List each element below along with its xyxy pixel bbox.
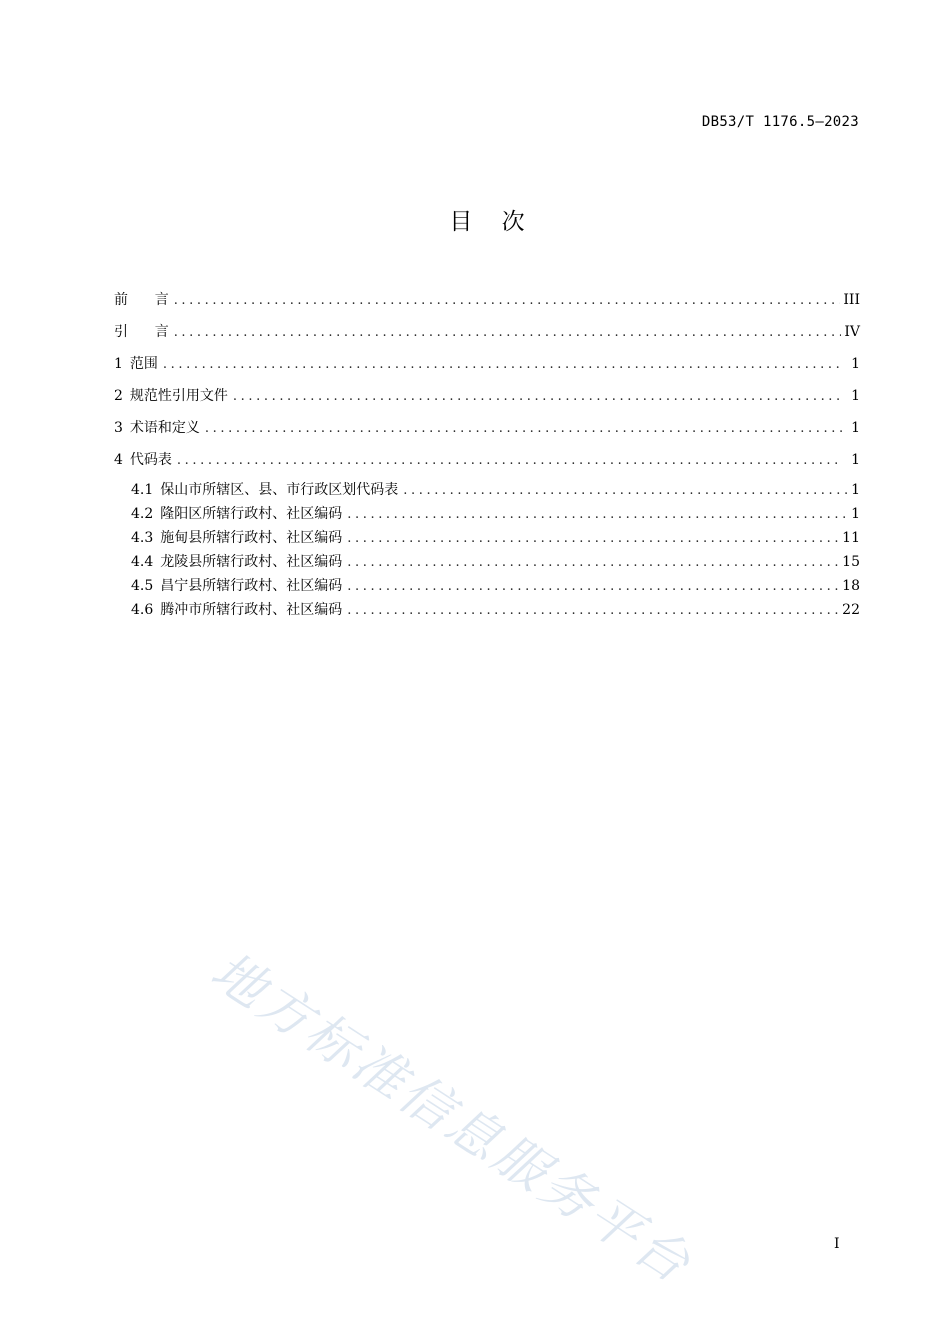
toc-entry-4-6[interactable] — [114, 598, 860, 622]
toc-entry-page: 11 — [842, 530, 860, 546]
toc-entry-number: 4.2 — [131, 506, 154, 522]
toc-entry-page: 1 — [851, 356, 860, 372]
toc-entry-number: 4.6 — [131, 602, 154, 618]
toc-entry-4-2[interactable] — [114, 502, 860, 526]
toc-entry-page: 18 — [842, 578, 860, 594]
toc-dot-leader — [174, 319, 842, 347]
toc-entry-label: 腾冲市所辖行政村、社区编码 — [160, 602, 343, 618]
page-number: I — [834, 1236, 840, 1252]
toc-entry-label: 范围 — [129, 356, 158, 372]
toc-dot-leader — [347, 527, 839, 551]
toc-entry-page: 1 — [851, 482, 860, 498]
toc-dot-leader — [233, 383, 843, 411]
toc-entry-label: 昌宁县所辖行政村、社区编码 — [160, 578, 343, 594]
toc-entry-label: 龙陵县所辖行政村、社区编码 — [160, 554, 343, 570]
toc-entry-number: 4.4 — [131, 554, 154, 570]
toc-entry-page: IV — [844, 324, 860, 340]
toc-entry-normative-references[interactable] — [114, 382, 860, 414]
toc-dot-leader — [403, 479, 848, 503]
toc-entry-label: 施甸县所辖行政村、社区编码 — [160, 530, 343, 546]
toc-entry-label: 引 言 — [114, 324, 169, 340]
toc-entry-page: III — [843, 292, 860, 308]
toc-entry-foreword[interactable] — [114, 286, 860, 318]
toc-entry-label: 前 言 — [114, 292, 169, 308]
toc-entry-number: 4 — [114, 452, 123, 468]
toc-entry-4-4[interactable] — [114, 550, 860, 574]
toc-entry-label: 保山市所辖区、县、市行政区划代码表 — [160, 482, 399, 498]
table-of-contents — [114, 286, 860, 622]
watermark: 地方标准信息服务平台 — [200, 940, 703, 1297]
toc-dot-leader — [205, 415, 843, 443]
toc-entry-terms-definitions[interactable] — [114, 414, 860, 446]
document-code: DB53/T 1176.5—2023 — [701, 114, 859, 130]
toc-entry-page: 15 — [842, 554, 860, 570]
toc-entry-label: 代码表 — [129, 452, 172, 468]
toc-entry-introduction[interactable] — [114, 318, 860, 350]
toc-entry-number: 2 — [114, 388, 123, 404]
toc-entry-page: 1 — [851, 506, 860, 522]
toc-entry-number: 4.5 — [131, 578, 154, 594]
toc-entry-4-5[interactable] — [114, 574, 860, 598]
toc-entry-label: 规范性引用文件 — [129, 388, 228, 404]
toc-entry-label: 隆阳区所辖行政村、社区编码 — [160, 506, 343, 522]
toc-entry-4-1[interactable] — [114, 478, 860, 502]
toc-dot-leader — [347, 551, 839, 575]
toc-dot-leader — [347, 575, 839, 599]
toc-dot-leader — [174, 287, 841, 315]
toc-entry-page: 1 — [851, 420, 860, 436]
toc-dot-leader — [163, 351, 843, 379]
toc-entry-page: 22 — [842, 602, 860, 618]
toc-entry-number: 3 — [114, 420, 123, 436]
toc-entry-scope[interactable] — [114, 350, 860, 382]
toc-dot-leader — [347, 503, 848, 527]
toc-entry-number: 4.1 — [131, 482, 154, 498]
page-title: 目 次 — [449, 209, 525, 235]
toc-dot-leader — [177, 447, 843, 475]
toc-entry-label: 术语和定义 — [129, 420, 200, 436]
toc-entry-page: 1 — [851, 452, 860, 468]
toc-dot-leader — [347, 599, 839, 623]
toc-entry-4-3[interactable] — [114, 526, 860, 550]
toc-entry-number: 1 — [114, 356, 123, 372]
toc-entry-page: 1 — [851, 388, 860, 404]
toc-entry-code-tables[interactable] — [114, 446, 860, 478]
toc-entry-number: 4.3 — [131, 530, 154, 546]
